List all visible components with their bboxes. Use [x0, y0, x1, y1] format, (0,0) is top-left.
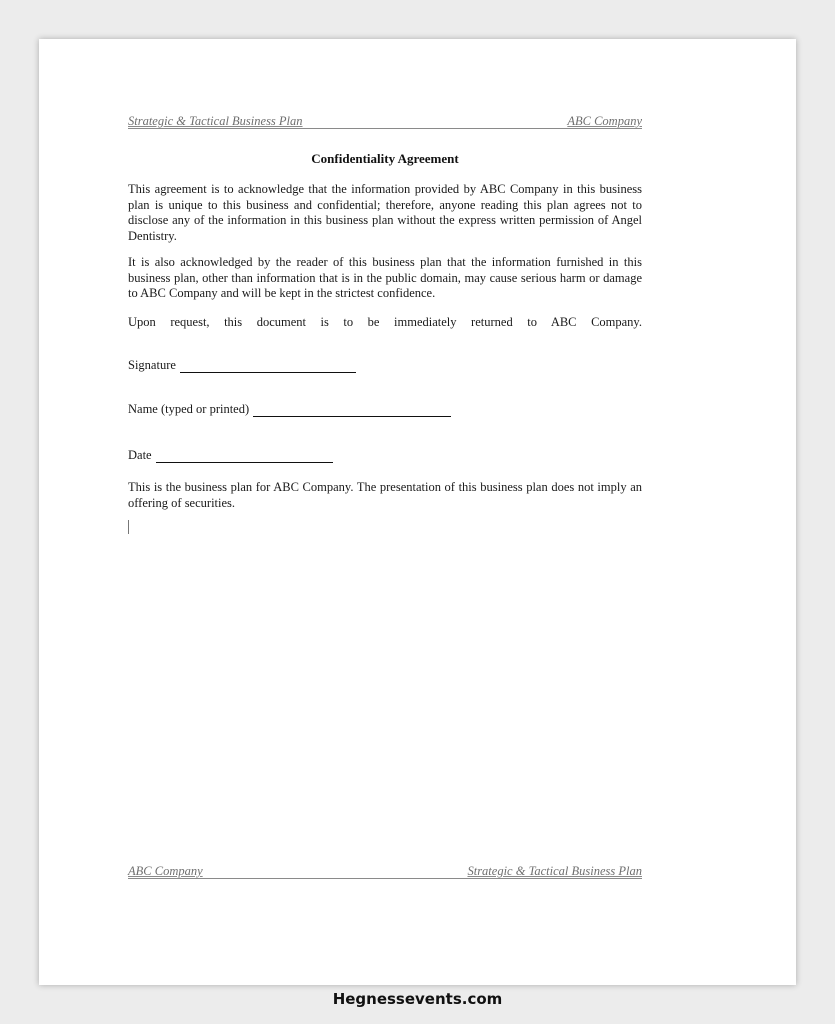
- document-title: Confidentiality Agreement: [311, 151, 459, 166]
- header-right-text: ABC Company: [567, 114, 642, 128]
- document-page: [39, 39, 796, 985]
- site-watermark: Hegnessevents.com: [332, 990, 503, 1008]
- date-label: Date: [128, 448, 152, 462]
- signature-line[interactable]: [180, 360, 356, 373]
- signature-label: Signature: [128, 358, 176, 372]
- name-line[interactable]: [253, 404, 451, 417]
- paragraph-acknowledgement: This agreement is to acknowledge that the information provided by ABC Company in this business plan is unique to this business and confidential; therefore, anyone reading this plan agrees not to disclose any of the information in this business plan without the express written permission of Angel Dentistry.: [128, 182, 642, 243]
- header-left-text: Strategic & Tactical Business Plan: [128, 114, 303, 128]
- signature-field: [128, 358, 356, 373]
- paragraph-closing: This is the business plan for ABC Company. The presentation of this business plan does not imply an offering of securities.: [128, 480, 642, 510]
- name-label: Name (typed or printed): [128, 402, 250, 416]
- footer-left-text: ABC Company: [128, 864, 203, 878]
- text-cursor: [128, 520, 129, 534]
- footer-right-text: Strategic & Tactical Business Plan: [467, 864, 642, 878]
- date-field: [128, 448, 333, 463]
- page-footer: [128, 864, 642, 879]
- date-line[interactable]: [156, 450, 333, 463]
- paragraph-return-request: Upon request, this document is to be immediately returned to ABC Company.: [128, 315, 642, 329]
- paragraph-harm-notice: It is also acknowledged by the reader of this business plan that the information furnished in this business plan, other than information that is in the public domain, may cause serious harm or damage to ABC Company and will be kept in the strictest confidence.: [128, 255, 642, 300]
- name-field: [128, 402, 451, 417]
- page-header: [128, 114, 642, 129]
